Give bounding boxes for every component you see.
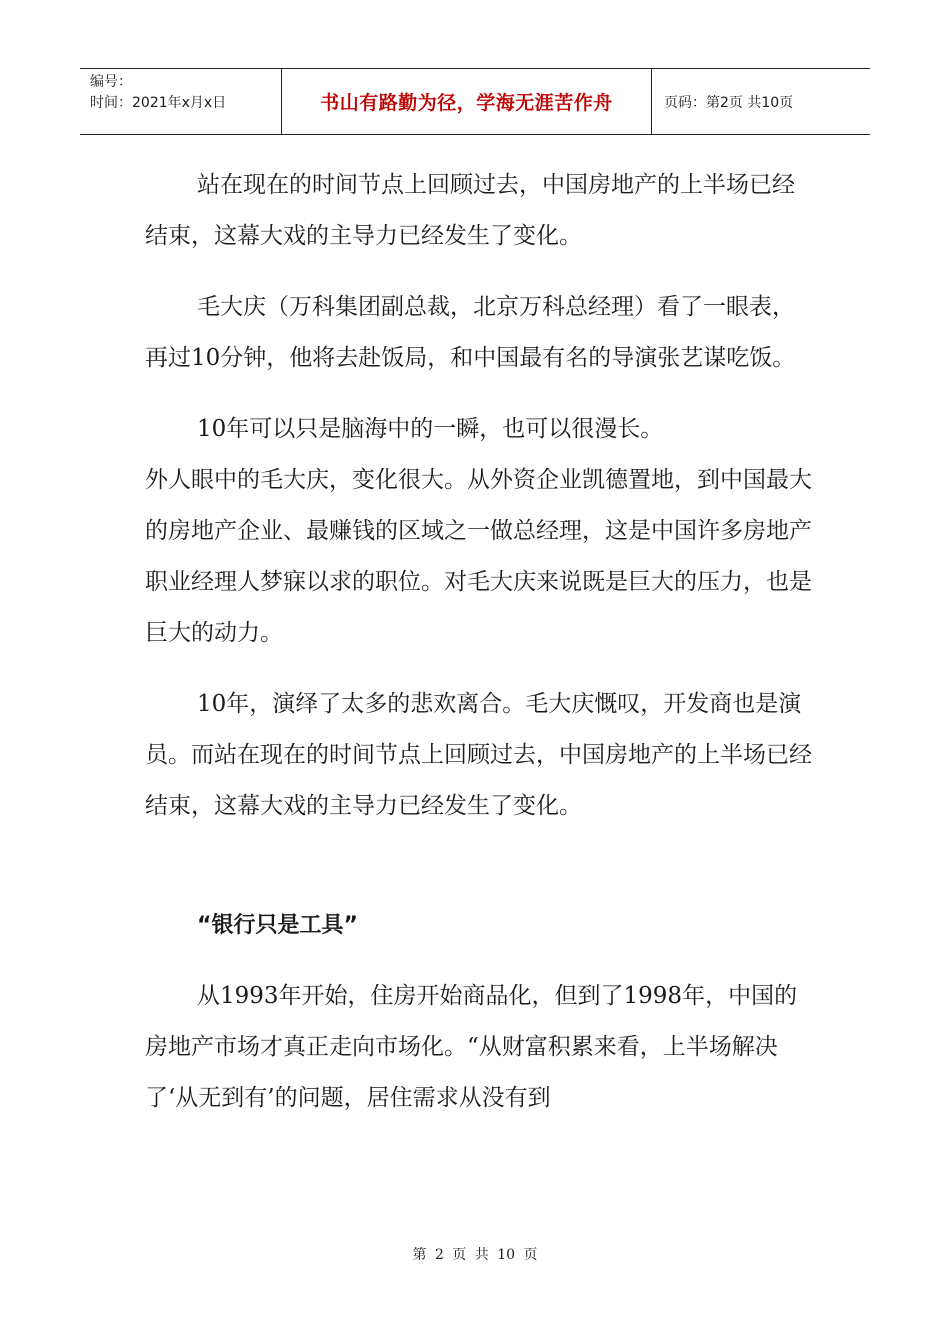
header-page-info: 页码：第2页 共10页 [664,94,794,111]
page-footer: 第 2 页 共 10 页 [412,1247,538,1263]
header-meta [80,69,282,134]
document-time-label: 时间：2021年x月x日 [90,95,227,111]
paragraph-3: 10年可以只是脑海中的一瞬，也可以很漫长。 [197,416,664,442]
page-header [80,68,870,135]
paragraph-6: 从1993年开始，住房开始商品化，但到了1998年，中国的房地产市场才真正走向市场化。“从财富积累来看，上半场解决了‘从无到有’的问题，居住需求从没有到 [145,983,798,1111]
document-body [145,160,815,1124]
paragraph-4: 外人眼中的毛大庆，变化很大。从外资企业凯德置地，到中国最大的房地产企业、最赚钱的区域之一做总经理，这是中国许多房地产职业经理人梦寐以求的职位。对毛大庆来说既是巨大的压力，也是巨大的动力。 [145,467,812,646]
header-motto: 书山有路勤为径，学海无涯苦作舟 [282,69,652,134]
document-number-label: 编号： [90,74,132,90]
paragraph-1: 站在现在的时间节点上回顾过去，中国房地产的上半场已经结束，这幕大戏的主导力已经发生了变化。 [145,172,795,249]
paragraph-5: 10年，演绎了太多的悲欢离合。毛大庆慨叹，开发商也是演员。而站在现在的时间节点上回顾过去，中国房地产的上半场已经结束，这幕大戏的主导力已经发生了变化。 [145,691,812,819]
section-heading: “银行只是工具” [197,913,358,938]
paragraph-2: 毛大庆（万科集团副总裁，北京万科总经理）看了一眼表，再过10分钟，他将去赴饭局，和中国最有名的导演张艺谋吃饭。 [145,294,796,371]
